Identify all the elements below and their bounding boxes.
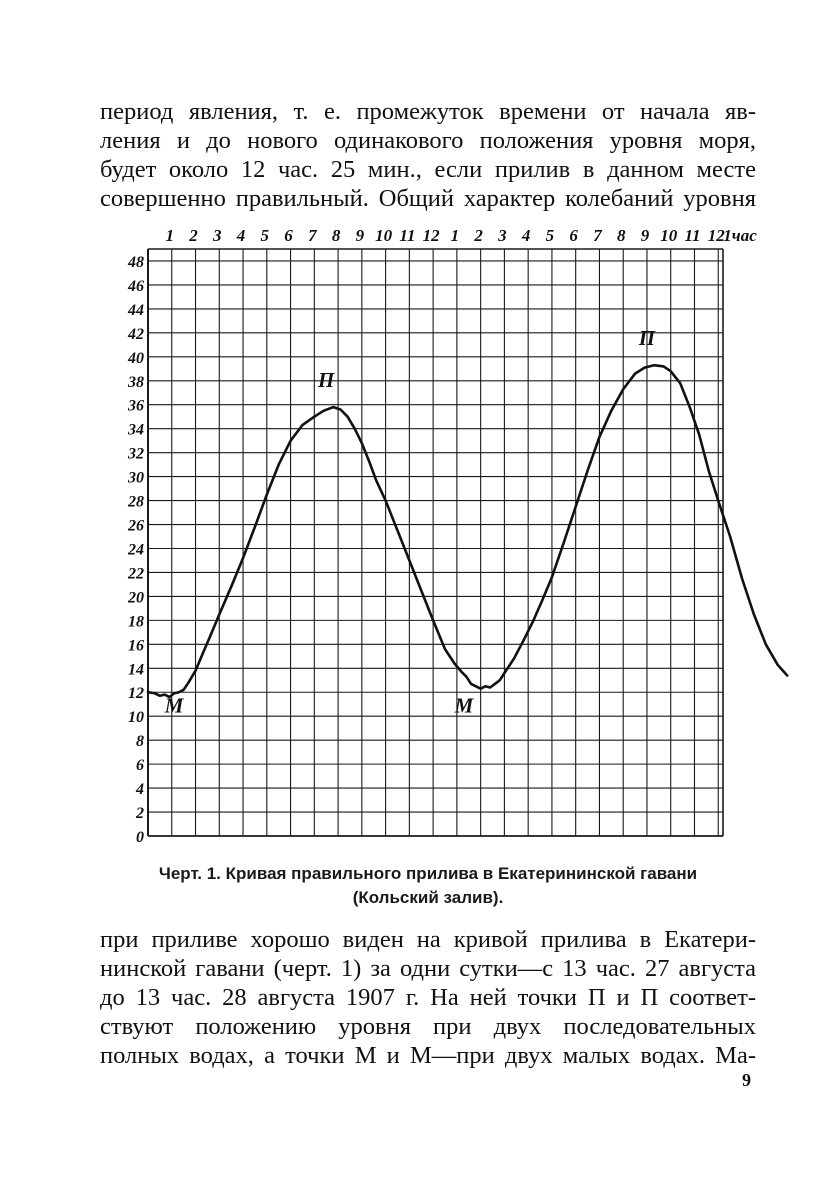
x-tick-label: 7 xyxy=(593,226,602,245)
x-tick-label: 7 xyxy=(308,226,317,245)
y-tick-label: 34 xyxy=(128,421,144,439)
curve-point-label: П xyxy=(318,367,335,392)
x-tick-label: 12 xyxy=(707,226,725,245)
page-number: 9 xyxy=(742,1070,751,1090)
x-tick-label: 4 xyxy=(521,226,531,245)
tide-curve-line xyxy=(148,365,787,697)
y-tick-label: 36 xyxy=(128,397,144,415)
y-tick-label: 40 xyxy=(128,349,144,367)
paragraph-line: нинской гавани (черт. 1) за одни сутки—с 13 час. 27 августа xyxy=(100,955,756,982)
y-tick-label: 42 xyxy=(128,325,144,343)
x-tick-label: 3 xyxy=(213,226,222,245)
x-axis-ticks xyxy=(166,226,758,245)
y-tick-label: 2 xyxy=(136,805,144,823)
x-tick-label: 12 xyxy=(422,226,440,245)
y-tick-label: 10 xyxy=(128,709,144,727)
y-tick-label: 6 xyxy=(136,757,144,775)
x-tick-label: 6 xyxy=(284,226,293,245)
y-tick-label: 4 xyxy=(136,781,144,799)
paragraph-bottom xyxy=(100,925,756,1070)
x-tick-label: 6 xyxy=(569,226,578,245)
paragraph-line: полных водах, а точки М и М—при двух малых водах. Ма- xyxy=(100,1042,756,1069)
y-tick-label: 24 xyxy=(128,541,144,559)
paragraph-line: до 13 час. 28 августа 1907 г. На ней точки П и П соответ- xyxy=(100,984,756,1011)
y-tick-label: 20 xyxy=(128,589,144,607)
paragraph-line: ления и до нового одинакового положения уровня моря, xyxy=(100,127,756,154)
paragraph-line: период явления, т. е. промежуток времени от начала яв- xyxy=(100,98,756,125)
paragraph-line: будет около 12 час. 25 мин., если прилив в данном месте xyxy=(100,156,756,183)
x-tick-label: 3 xyxy=(498,226,507,245)
paragraph-line: ствуют положению уровня при двух последовательных xyxy=(100,1013,756,1040)
y-tick-label: 28 xyxy=(128,493,144,511)
y-tick-label: 26 xyxy=(128,517,144,535)
y-tick-label: 30 xyxy=(128,469,144,487)
x-tick-label: 11 xyxy=(399,226,416,245)
y-tick-label: 12 xyxy=(128,685,144,703)
y-tick-label: 48 xyxy=(128,253,144,271)
y-tick-label: 14 xyxy=(128,661,144,679)
chart-grid xyxy=(148,249,723,836)
x-tick-label: 8 xyxy=(331,226,341,245)
x-tick-label: 5 xyxy=(545,226,555,245)
figure-caption xyxy=(100,862,756,910)
paragraph-top xyxy=(100,97,756,213)
x-tick-label: 2 xyxy=(189,226,198,245)
y-tick-label: 44 xyxy=(128,301,144,319)
x-tick-label: 4 xyxy=(236,226,246,245)
x-tick-label: 9 xyxy=(640,226,650,245)
x-tick-label: 1 xyxy=(450,226,460,245)
curve-point-label: М xyxy=(454,693,474,718)
y-axis-ticks xyxy=(127,254,144,846)
y-tick-label: 22 xyxy=(128,565,144,583)
x-tick-label: 1 xyxy=(165,226,175,245)
x-tick-label: 10 xyxy=(375,226,393,245)
curve-point-label: П xyxy=(638,325,656,350)
x-tick-label: 8 xyxy=(616,226,626,245)
x-tick-label: 1час xyxy=(723,226,757,245)
caption-line: (Кольский залив). xyxy=(352,888,504,907)
y-tick-label: 38 xyxy=(128,373,144,391)
x-tick-label: 5 xyxy=(260,226,270,245)
x-tick-label: 2 xyxy=(474,226,483,245)
y-tick-label: 18 xyxy=(128,613,144,631)
y-tick-label: 46 xyxy=(128,277,144,295)
x-tick-label: 11 xyxy=(684,226,701,245)
y-tick-label: 32 xyxy=(128,445,144,463)
x-tick-label: 9 xyxy=(355,226,365,245)
x-tick-label: 10 xyxy=(660,226,678,245)
y-tick-label: 0 xyxy=(136,829,144,846)
paragraph-line: совершенно правильный. Общий характер колебаний уровня xyxy=(100,185,756,212)
y-tick-label: 16 xyxy=(128,637,144,655)
caption-line: Черт. 1. Кривая правильного прилива в Екатерининской гавани xyxy=(158,864,698,883)
tide-curve xyxy=(148,365,787,697)
tide-curve-chart xyxy=(115,222,757,847)
paragraph-line: при приливе хорошо виден на кривой прилива в Екатери- xyxy=(100,926,756,953)
curve-point-label: М xyxy=(164,693,184,718)
y-tick-label: 8 xyxy=(136,733,144,751)
